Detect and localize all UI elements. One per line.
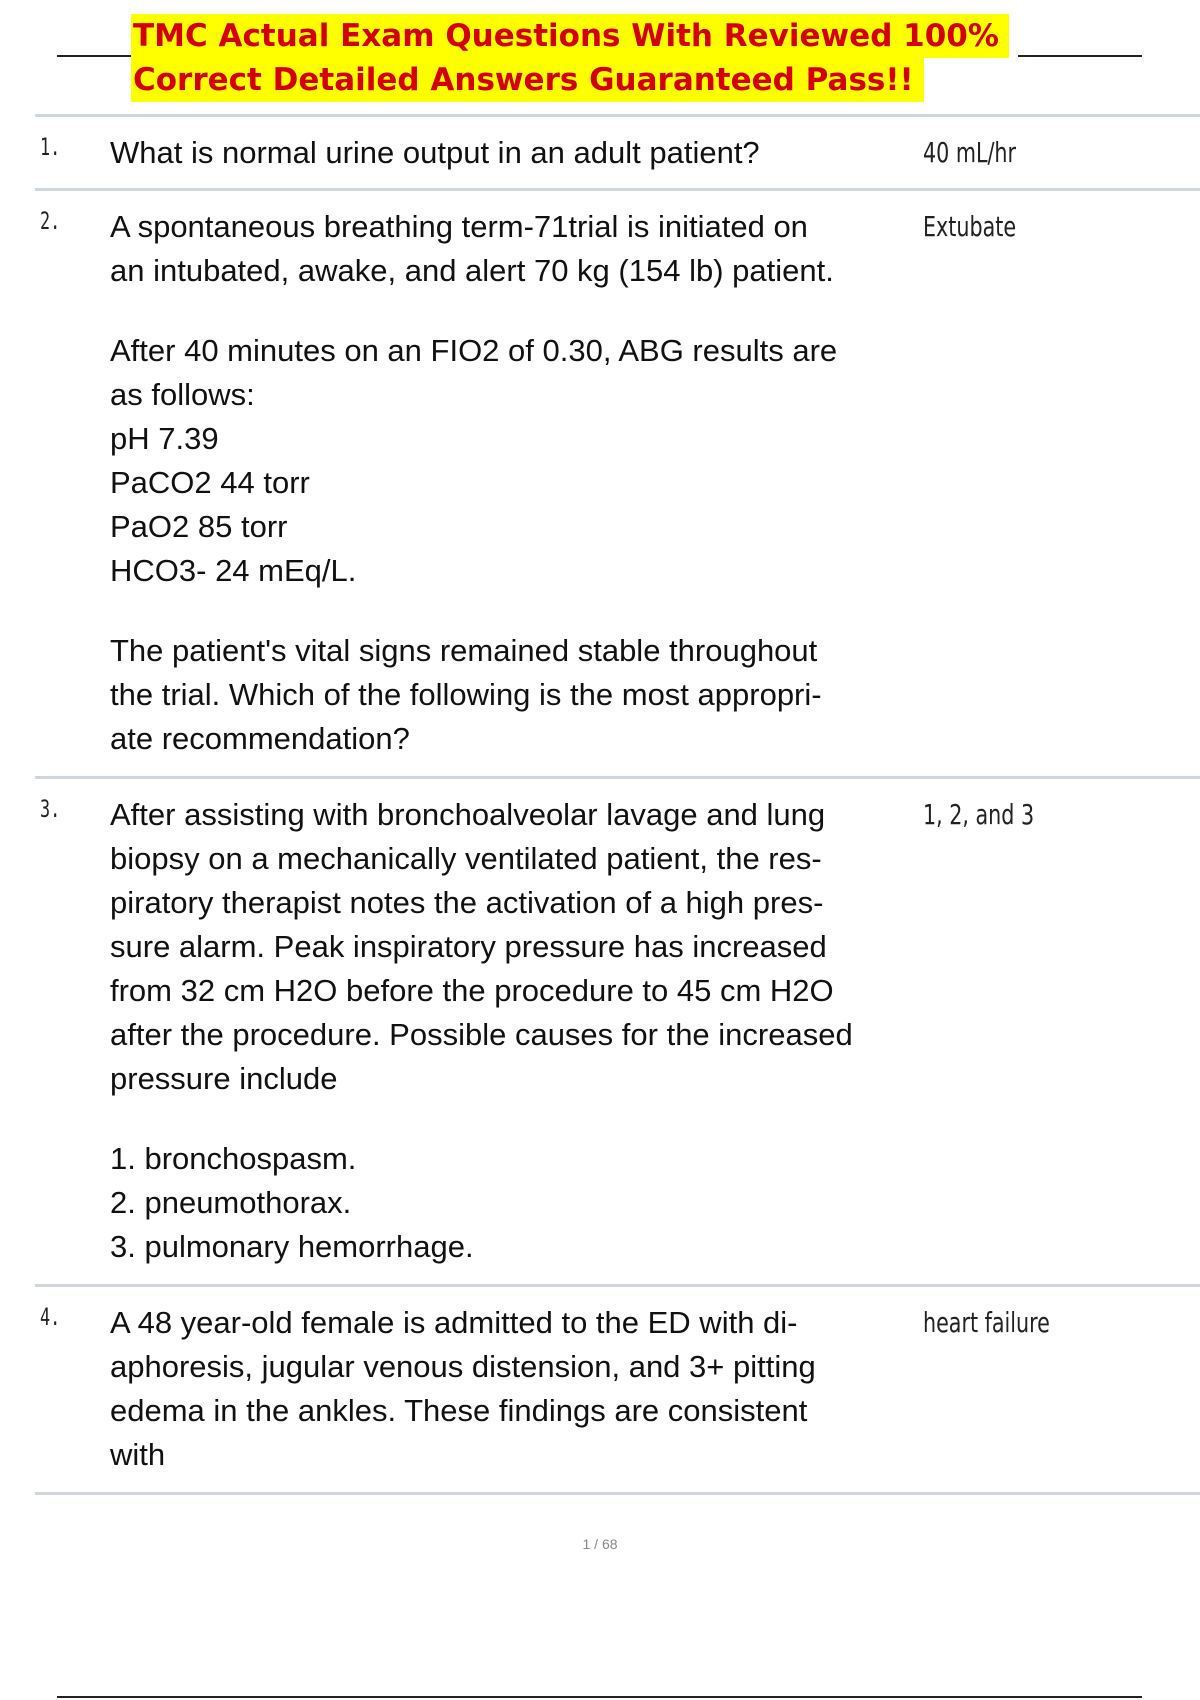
question-line: The patient's vital signs remained stable throughout bbox=[110, 633, 818, 668]
question-line: as follows: bbox=[110, 377, 255, 412]
question-number: 3. bbox=[40, 795, 61, 823]
question-line: After 40 minutes on an FIO2 of 0.30, ABG results are bbox=[110, 333, 838, 368]
question-line: with bbox=[110, 1437, 166, 1472]
question-line: from 32 cm H2O before the procedure to 45 cm H2O bbox=[110, 973, 834, 1008]
question-paragraph bbox=[110, 1137, 950, 1269]
question-paragraph bbox=[110, 329, 950, 593]
qa-row-1 bbox=[35, 117, 1200, 191]
answer-text: Extubate bbox=[923, 210, 1017, 243]
question-text bbox=[110, 1301, 950, 1477]
qa-row-3 bbox=[35, 779, 1200, 1287]
question-line: after the procedure. Possible causes for the increased bbox=[110, 1017, 853, 1052]
question-line: biopsy on a mechanically ventilated patient, the res- bbox=[110, 841, 822, 876]
document-title bbox=[0, 14, 1200, 110]
bottom-rule bbox=[57, 1696, 1142, 1698]
question-line: edema in the ankles. These findings are consistent bbox=[110, 1393, 808, 1428]
question-number: 1. bbox=[40, 133, 61, 161]
abg-ph: pH 7.39 bbox=[110, 421, 219, 456]
title-line-1: TMC Actual Exam Questions With Reviewed 100% bbox=[131, 14, 1009, 58]
question-text bbox=[110, 131, 950, 175]
question-paragraph bbox=[110, 205, 950, 293]
abg-paco2: PaCO2 44 torr bbox=[110, 465, 310, 500]
qa-row-4 bbox=[35, 1287, 1200, 1495]
answer-text: 1, 2, and 3 bbox=[923, 798, 1035, 831]
question-paragraph bbox=[110, 629, 950, 761]
title-rule-right bbox=[1018, 55, 1142, 57]
question-text bbox=[110, 205, 950, 761]
page-number: 1 / 68 bbox=[582, 1536, 618, 1552]
question-line: the trial. Which of the following is the most appropri- bbox=[110, 677, 822, 712]
option-2: 2. pneumothorax. bbox=[110, 1185, 352, 1220]
question-paragraph bbox=[110, 793, 950, 1101]
answer-text: 40 mL/hr bbox=[923, 136, 1017, 169]
question-paragraph bbox=[110, 1301, 950, 1477]
question-line: A 48 year-old female is admitted to the ED with di- bbox=[110, 1305, 798, 1340]
question-line: sure alarm. Peak inspiratory pressure has increased bbox=[110, 929, 827, 964]
qa-row-2 bbox=[35, 191, 1200, 779]
question-number: 2. bbox=[40, 207, 61, 235]
question-text bbox=[110, 793, 950, 1269]
title-rule-left bbox=[57, 55, 131, 57]
question-line: pressure include bbox=[110, 1061, 338, 1096]
abg-pao2: PaO2 85 torr bbox=[110, 509, 288, 544]
question-number: 4. bbox=[40, 1303, 61, 1331]
option-3: 3. pulmonary hemorrhage. bbox=[110, 1229, 474, 1264]
qa-table bbox=[35, 114, 1200, 1495]
question-line: ate recommendation? bbox=[110, 721, 410, 756]
question-line: A spontaneous breathing term-71trial is initiated on bbox=[110, 209, 808, 244]
option-1: 1. bronchospasm. bbox=[110, 1141, 357, 1176]
title-block bbox=[131, 14, 1031, 102]
answer-text: heart failure bbox=[923, 1306, 1050, 1339]
question-line: aphoresis, jugular venous distension, and 3+ pitting bbox=[110, 1349, 816, 1384]
question-line: What is normal urine output in an adult patient? bbox=[110, 135, 760, 170]
abg-hco3: HCO3- 24 mEq/L. bbox=[110, 553, 357, 588]
question-line: After assisting with bronchoalveolar lavage and lung bbox=[110, 797, 826, 832]
question-paragraph bbox=[110, 131, 950, 175]
title-line-2: Correct Detailed Answers Guaranteed Pass!! bbox=[131, 58, 924, 102]
question-line: piratory therapist notes the activation of a high pres- bbox=[110, 885, 824, 920]
question-line: an intubated, awake, and alert 70 kg (154 lb) patient. bbox=[110, 253, 834, 288]
